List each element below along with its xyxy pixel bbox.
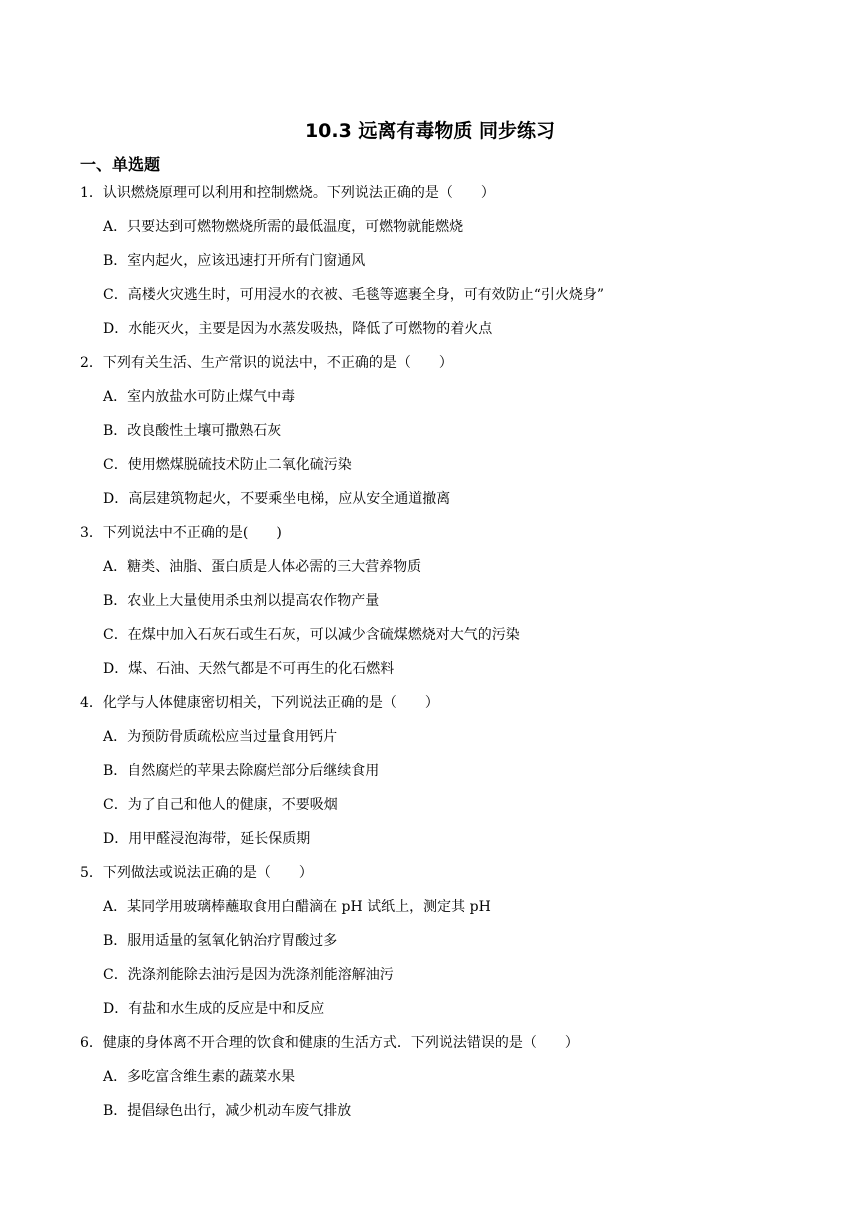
option-a: A．只要达到可燃物燃烧所需的最低温度，可燃物就能燃烧	[103, 219, 464, 235]
question-stem: 1．认识燃烧原理可以利用和控制燃烧。下列说法正确的是（ ）	[80, 185, 495, 201]
question-stem: 6．健康的身体离不开合理的饮食和健康的生活方式．下列说法错误的是（ ）	[80, 1035, 579, 1051]
question-5	[80, 860, 780, 1030]
option-c: C．为了自己和他人的健康，不要吸烟	[103, 797, 338, 813]
option-d: D．用甲醛浸泡海带，延长保质期	[103, 831, 311, 847]
option-a: A．多吃富含维生素的蔬菜水果	[103, 1069, 296, 1085]
page-title: 10.3 远离有毒物质 同步练习	[304, 120, 556, 142]
question-2	[80, 350, 780, 520]
option-a: A．室内放盐水可防止煤气中毒	[103, 389, 296, 405]
option-d: D．煤、石油、天然气都是不可再生的化石燃料	[103, 661, 395, 677]
question-1	[80, 180, 780, 350]
option-a: A．为预防骨质疏松应当过量食用钙片	[103, 729, 338, 745]
option-d: D．高层建筑物起火，不要乘坐电梯，应从安全通道撤离	[103, 491, 451, 507]
question-3	[80, 520, 780, 690]
question-list	[80, 180, 780, 1132]
option-a: A．某同学用玻璃棒蘸取食用白醋滴在 pH 试纸上，测定其 pH	[103, 899, 491, 915]
option-c: C．洗涤剂能除去油污是因为洗涤剂能溶解油污	[103, 967, 394, 983]
option-a: A．糖类、油脂、蛋白质是人体必需的三大营养物质	[103, 559, 422, 575]
section-heading: 一、单选题	[80, 155, 161, 174]
option-b: B．提倡绿色出行，减少机动车废气排放	[103, 1103, 352, 1119]
question-stem: 3．下列说法中不正确的是( )	[80, 525, 282, 541]
option-b: B．自然腐烂的苹果去除腐烂部分后继续食用	[103, 763, 380, 779]
option-c: C．在煤中加入石灰石或生石灰，可以减少含硫煤燃烧对大气的污染	[103, 627, 520, 643]
option-d: D．有盐和水生成的反应是中和反应	[103, 1001, 325, 1017]
option-b: B．服用适量的氢氧化钠治疗胃酸过多	[103, 933, 338, 949]
question-stem: 4．化学与人体健康密切相关，下列说法正确的是（ ）	[80, 695, 439, 711]
option-b: B．农业上大量使用杀虫剂以提高农作物产量	[103, 593, 380, 609]
question-6	[80, 1030, 780, 1132]
option-d: D．水能灭火，主要是因为水蒸发吸热，降低了可燃物的着火点	[103, 321, 493, 337]
option-b: B．室内起火，应该迅速打开所有门窗通风	[103, 253, 366, 269]
option-b: B．改良酸性土壤可撒熟石灰	[103, 423, 282, 439]
option-c: C．使用燃煤脱硫技术防止二氧化硫污染	[103, 457, 352, 473]
question-4	[80, 690, 780, 860]
option-c: C．高楼火灾逃生时，可用浸水的衣被、毛毯等遮裹全身，可有效防止“引火烧身”	[103, 287, 605, 303]
question-stem: 5．下列做法或说法正确的是（ ）	[80, 865, 313, 881]
question-stem: 2．下列有关生活、生产常识的说法中，不正确的是（ ）	[80, 355, 453, 371]
